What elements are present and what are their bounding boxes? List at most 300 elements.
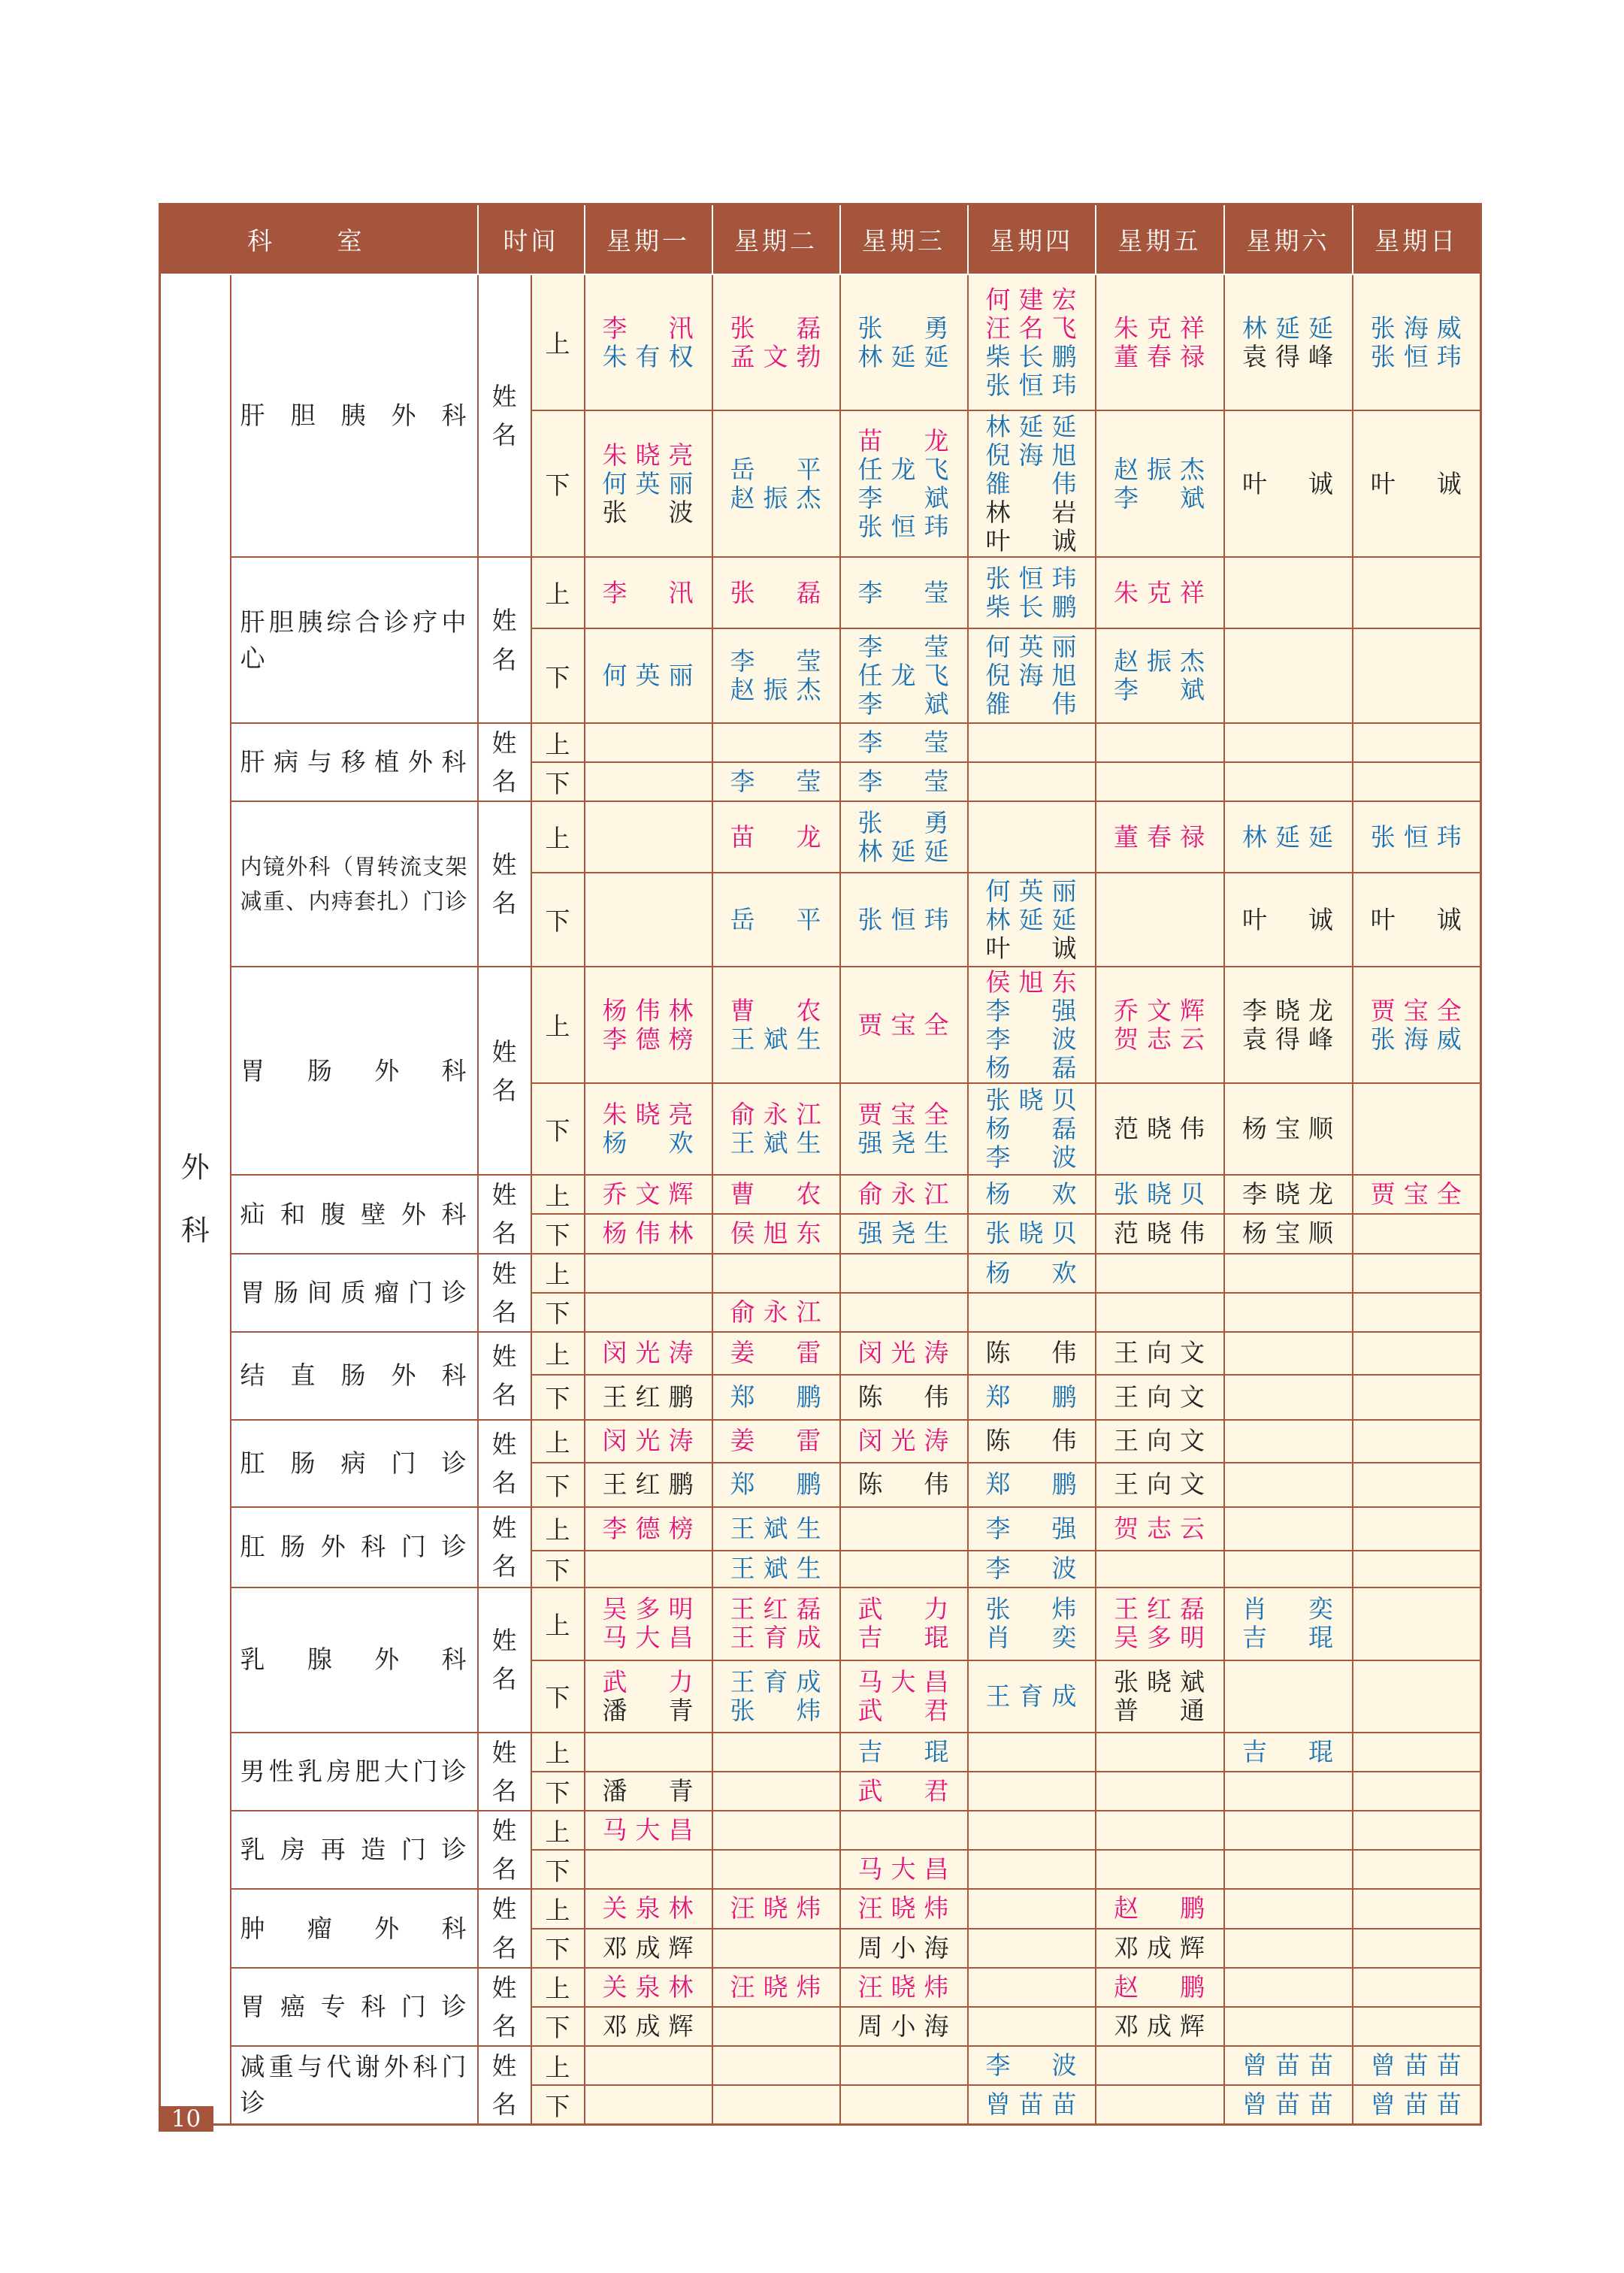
doctor-name: 叶 诚 (1370, 468, 1462, 498)
schedule-cell (840, 410, 968, 557)
department-name (231, 1587, 478, 1733)
header-day: 星期五 (1096, 204, 1224, 275)
doctor-name: 王育成 (985, 1681, 1078, 1711)
doctor-name: 关泉林 (602, 1972, 694, 2002)
name-label-text: 姓名 (491, 1513, 517, 1581)
doctor-name: 周小海 (857, 1933, 950, 1963)
schedule-cell (1224, 1463, 1353, 1507)
schedule-cell (1353, 1332, 1481, 1375)
schedule-cell (1224, 801, 1353, 873)
doctor-name: 潘 青 (602, 1695, 694, 1725)
doctor-name: 邓成辉 (602, 2011, 694, 2041)
schedule-cell (585, 2085, 712, 2125)
table-row (160, 1889, 1481, 1928)
doctor-name: 李 强 (985, 995, 1078, 1025)
schedule-cell (1096, 967, 1224, 1083)
schedule-cell (968, 628, 1096, 723)
table-row (160, 1420, 1481, 1463)
doctor-name: 贾宝全 (1370, 1179, 1462, 1209)
schedule-cell (585, 2007, 712, 2046)
doctor-name: 倪海旭 (985, 661, 1078, 690)
doctor-name: 贺志云 (1114, 1513, 1205, 1543)
schedule-cell (968, 1175, 1096, 1214)
department-name-text: 疝和腹壁外科 (240, 1199, 468, 1229)
doctor-name: 乔文辉 (1114, 995, 1205, 1025)
table-row (160, 557, 1481, 628)
schedule-cell (968, 1850, 1096, 1889)
schedule-cell (712, 1375, 840, 1420)
doctor-name: 汪晓炜 (857, 1893, 950, 1923)
schedule-cell (1096, 1332, 1224, 1375)
name-label (478, 1733, 531, 1811)
doctor-name: 朱晓亮 (602, 1100, 694, 1130)
schedule-cell (1096, 1772, 1224, 1811)
doctor-name: 俞永江 (730, 1100, 822, 1130)
schedule-cell (712, 1083, 840, 1175)
doctor-name: 汪晓炜 (730, 1893, 822, 1923)
schedule-cell (585, 274, 712, 410)
schedule-cell (585, 1175, 712, 1214)
schedule-cell (1224, 1507, 1353, 1551)
schedule-cell (585, 1850, 712, 1889)
doctor-name: 闵光涛 (602, 1338, 694, 1368)
schedule-cell (1224, 1811, 1353, 1850)
department-name (231, 1889, 478, 1967)
doctor-name: 王育成 (730, 1666, 822, 1696)
name-label (478, 1889, 531, 1967)
schedule-cell (840, 1375, 968, 1420)
schedule-cell (1224, 1968, 1353, 2007)
doctor-name: 马大昌 (602, 1815, 694, 1845)
table-row (160, 723, 1481, 762)
doctor-name: 朱克祥 (1114, 577, 1205, 607)
schedule-cell (968, 1083, 1096, 1175)
department-name-text: 男性乳房肥大门诊 (240, 1757, 468, 1787)
doctor-name: 张晓贝 (985, 1085, 1078, 1115)
doctor-name: 贾宝全 (857, 1100, 950, 1130)
doctor-name: 郑 鹏 (730, 1469, 822, 1500)
doctor-name: 林延延 (985, 411, 1078, 441)
schedule-cell (968, 1587, 1096, 1660)
schedule-cell (1353, 410, 1481, 557)
schedule-cell (968, 274, 1096, 410)
schedule-cell (1353, 2007, 1481, 2046)
doctor-name: 李 莹 (730, 767, 822, 797)
schedule-cell (585, 1463, 712, 1507)
doctor-name: 张晓斌 (1114, 1666, 1205, 1696)
period-afternoon: 下 (531, 1083, 585, 1175)
doctor-name: 何英丽 (602, 661, 694, 690)
doctor-name: 曾苗苗 (1242, 2051, 1334, 2081)
schedule-cell (1096, 1175, 1224, 1214)
schedule-cell (840, 1175, 968, 1214)
schedule-cell (1353, 1889, 1481, 1928)
doctor-name: 姜 雷 (730, 1426, 822, 1456)
schedule-cell (585, 762, 712, 801)
schedule-cell (1224, 557, 1353, 628)
schedule-cell (585, 1811, 712, 1850)
doctor-name: 陈 伟 (985, 1338, 1078, 1368)
period-morning: 上 (531, 801, 585, 873)
schedule-cell (1224, 1772, 1353, 1811)
department-name (231, 1332, 478, 1420)
header-day: 星期四 (968, 204, 1096, 275)
schedule-cell (1353, 1660, 1481, 1733)
doctor-name: 李 莹 (857, 577, 950, 607)
doctor-name: 李 波 (985, 1024, 1078, 1054)
department-name-text: 肛肠病门诊 (240, 1448, 468, 1478)
doctor-name: 张恒玮 (985, 563, 1078, 593)
schedule-cell (712, 1587, 840, 1660)
schedule-cell (1224, 1587, 1353, 1660)
doctor-name: 关泉林 (602, 1893, 694, 1923)
schedule-cell (840, 1507, 968, 1551)
department-name-text: 减重与代谢外科门诊 (240, 2052, 468, 2118)
doctor-name: 李 汛 (602, 577, 694, 607)
doctor-name: 赵振杰 (730, 483, 822, 513)
schedule-cell (1096, 1420, 1224, 1463)
schedule-cell (585, 723, 712, 762)
doctor-name: 贺志云 (1114, 1024, 1205, 1054)
schedule-cell (585, 967, 712, 1083)
header-time: 时间 (478, 204, 585, 275)
doctor-name: 陈 伟 (857, 1382, 950, 1412)
schedule-cell (585, 1889, 712, 1928)
period-morning: 上 (531, 1811, 585, 1850)
name-label-text: 姓名 (491, 1626, 517, 1694)
name-label-text: 姓名 (491, 1972, 517, 2041)
doctor-name: 李 波 (985, 1143, 1078, 1173)
schedule-cell (1353, 1175, 1481, 1214)
department-name (231, 2046, 478, 2125)
period-morning: 上 (531, 2046, 585, 2085)
schedule-cell (1224, 1850, 1353, 1889)
schedule-cell (1224, 410, 1353, 557)
doctor-name: 闵光涛 (602, 1426, 694, 1456)
name-label (478, 557, 531, 723)
schedule-cell (712, 1968, 840, 2007)
table-row (160, 274, 1481, 410)
name-label-text: 姓名 (491, 606, 517, 674)
period-morning: 上 (531, 1587, 585, 1660)
table-row (160, 1507, 1481, 1551)
schedule-cell (1353, 1929, 1481, 1968)
table-row (160, 1254, 1481, 1293)
doctor-name: 林延延 (857, 836, 950, 866)
schedule-cell (1096, 1968, 1224, 2007)
schedule-cell (712, 1551, 840, 1587)
name-label (478, 967, 531, 1175)
doctor-name: 任龙飞 (857, 661, 950, 690)
schedule-cell (840, 2007, 968, 2046)
schedule-cell (585, 1772, 712, 1811)
schedule-cell (1096, 410, 1224, 557)
schedule-cell (840, 762, 968, 801)
schedule-cell (712, 967, 840, 1083)
doctor-name: 雒 伟 (985, 468, 1078, 498)
schedule-cell (968, 1507, 1096, 1551)
schedule-cell (712, 410, 840, 557)
schedule-cell (585, 1733, 712, 1772)
schedule-cell (1353, 1293, 1481, 1332)
doctor-name: 赵振杰 (730, 675, 822, 704)
doctor-name: 郑 鹏 (985, 1382, 1078, 1412)
doctor-name: 王斌生 (730, 1024, 822, 1054)
schedule-body (160, 274, 1481, 2125)
schedule-cell (968, 1811, 1096, 1850)
schedule-cell (712, 557, 840, 628)
doctor-name: 张 波 (602, 497, 694, 527)
schedule-cell (585, 628, 712, 723)
doctor-name: 张 炜 (985, 1594, 1078, 1624)
schedule-cell (1096, 1850, 1224, 1889)
name-label-text: 姓名 (491, 2051, 517, 2120)
doctor-name: 杨 欢 (985, 1258, 1078, 1288)
schedule-cell (1224, 873, 1353, 967)
schedule-cell (585, 1083, 712, 1175)
schedule-cell (585, 1420, 712, 1463)
doctor-name: 李 斌 (1114, 483, 1205, 513)
schedule-cell (968, 1254, 1096, 1293)
schedule-cell (712, 1889, 840, 1928)
doctor-name: 武 君 (857, 1695, 950, 1725)
schedule-cell (1353, 557, 1481, 628)
doctor-name: 闵光涛 (857, 1338, 950, 1368)
department-name (231, 274, 478, 557)
header-day: 星期一 (585, 204, 712, 275)
schedule-cell (1353, 762, 1481, 801)
doctor-name: 邓成辉 (602, 1933, 694, 1963)
department-name (231, 1507, 478, 1587)
schedule-cell (968, 873, 1096, 967)
doctor-name: 俞永江 (857, 1179, 950, 1209)
schedule-cell (968, 2085, 1096, 2125)
doctor-name: 王向文 (1114, 1469, 1205, 1500)
period-afternoon: 下 (531, 1660, 585, 1733)
schedule-cell (585, 1254, 712, 1293)
period-afternoon: 下 (531, 1551, 585, 1587)
header-day: 星期六 (1224, 204, 1353, 275)
doctor-name: 赵振杰 (1114, 646, 1205, 676)
period-morning: 上 (531, 1968, 585, 2007)
schedule-cell (840, 967, 968, 1083)
schedule-cell (585, 2046, 712, 2085)
schedule-cell (840, 1083, 968, 1175)
schedule-cell (1224, 628, 1353, 723)
doctor-name: 李 汛 (602, 313, 694, 343)
schedule-cell (1224, 1214, 1353, 1253)
doctor-name: 杨 欢 (985, 1179, 1078, 1209)
schedule-cell (840, 1587, 968, 1660)
schedule-cell (840, 1332, 968, 1375)
doctor-name: 汪晓炜 (730, 1972, 822, 2002)
doctor-name: 闵光涛 (857, 1426, 950, 1456)
schedule-cell (968, 967, 1096, 1083)
schedule-cell (712, 1175, 840, 1214)
schedule-cell (968, 1772, 1096, 1811)
schedule-cell (1096, 628, 1224, 723)
schedule-cell (585, 873, 712, 967)
schedule-cell (1224, 1375, 1353, 1420)
doctor-name: 强尧生 (857, 1218, 950, 1248)
schedule-cell (1096, 1214, 1224, 1253)
schedule-cell (712, 1811, 840, 1850)
period-afternoon: 下 (531, 1463, 585, 1507)
table-row (160, 1332, 1481, 1375)
schedule-cell (1353, 1850, 1481, 1889)
schedule-cell (840, 1968, 968, 2007)
schedule-cell (968, 1551, 1096, 1587)
doctor-name: 武 君 (857, 1776, 950, 1806)
doctor-name: 王斌生 (730, 1554, 822, 1584)
doctor-name: 李德榜 (602, 1024, 694, 1054)
doctor-name: 张 磊 (730, 577, 822, 607)
department-name-text: 肝胆胰综合诊疗中心 (240, 607, 468, 673)
schedule-cell (1353, 274, 1481, 410)
schedule-cell (1353, 967, 1481, 1083)
department-name-text: 肿瘤外科 (240, 1913, 468, 1943)
schedule-cell (585, 1968, 712, 2007)
division-text: 外科 (180, 1151, 210, 1247)
schedule-cell (1353, 1811, 1481, 1850)
schedule-cell (712, 723, 840, 762)
schedule-cell (840, 1660, 968, 1733)
schedule-cell (840, 2046, 968, 2085)
doctor-name: 俞永江 (730, 1297, 822, 1327)
doctor-name: 侯旭东 (985, 967, 1078, 997)
schedule-cell (1096, 274, 1224, 410)
schedule-cell (968, 723, 1096, 762)
name-label-text: 姓名 (491, 1342, 517, 1410)
doctor-name: 何英丽 (985, 632, 1078, 661)
schedule-cell (968, 2046, 1096, 2085)
name-label-text: 姓名 (491, 728, 517, 797)
table-row (160, 1968, 1481, 2007)
doctor-name: 王向文 (1114, 1426, 1205, 1456)
schedule-cell (1224, 1332, 1353, 1375)
doctor-name: 苗 龙 (857, 425, 950, 456)
doctor-name: 朱晓亮 (602, 440, 694, 470)
doctor-name: 曾苗苗 (985, 2090, 1078, 2120)
doctor-name: 李晓龙 (1242, 1179, 1334, 1209)
doctor-name: 赵 鹏 (1114, 1893, 1205, 1923)
schedule-cell (1096, 1733, 1224, 1772)
schedule-cell (968, 762, 1096, 801)
schedule-cell (968, 557, 1096, 628)
schedule-cell (1224, 723, 1353, 762)
schedule-cell (712, 1332, 840, 1375)
doctor-name: 叶 诚 (985, 933, 1078, 963)
doctor-name: 肖 奕 (985, 1623, 1078, 1653)
doctor-name: 李 莹 (857, 728, 950, 758)
schedule-cell (712, 1214, 840, 1253)
department-name (231, 1811, 478, 1889)
schedule-cell (1096, 2046, 1224, 2085)
doctor-name: 吉 琨 (1242, 1623, 1334, 1653)
schedule-cell (840, 1733, 968, 1772)
schedule-cell (1224, 2046, 1353, 2085)
schedule-cell (840, 274, 968, 410)
schedule-cell (1096, 2007, 1224, 2046)
name-label-text: 姓名 (491, 1737, 517, 1805)
department-name (231, 801, 478, 967)
name-label (478, 1968, 531, 2046)
table-row (160, 1587, 1481, 1660)
schedule-cell (585, 1332, 712, 1375)
doctor-name: 叶 诚 (1242, 904, 1334, 934)
schedule-cell (1353, 723, 1481, 762)
doctor-name: 李 莹 (857, 632, 950, 661)
schedule-cell (968, 2007, 1096, 2046)
name-label (478, 274, 531, 557)
name-label (478, 1507, 531, 1587)
schedule-cell (840, 1889, 968, 1928)
schedule-cell (840, 1420, 968, 1463)
schedule-cell (1353, 1733, 1481, 1772)
doctor-name: 李 强 (985, 1513, 1078, 1543)
schedule-cell (840, 1463, 968, 1507)
table-row (160, 1175, 1481, 1214)
period-morning: 上 (531, 1175, 585, 1214)
schedule-cell (585, 1375, 712, 1420)
schedule-cell (968, 1375, 1096, 1420)
schedule-cell (1224, 1420, 1353, 1463)
schedule-cell (968, 1214, 1096, 1253)
schedule-cell (1353, 2085, 1481, 2125)
doctor-name: 袁得峰 (1242, 341, 1334, 371)
doctor-name: 雒 伟 (985, 689, 1078, 719)
schedule-cell (840, 801, 968, 873)
doctor-name: 张恒玮 (1370, 822, 1462, 852)
doctor-name: 赵 鹏 (1114, 1972, 1205, 2002)
doctor-name: 侯旭东 (730, 1218, 822, 1248)
doctor-name: 杨宝顺 (1242, 1114, 1334, 1144)
doctor-name: 杨 欢 (602, 1128, 694, 1158)
schedule-cell (1096, 1811, 1224, 1850)
period-afternoon: 下 (531, 1293, 585, 1332)
department-name (231, 1733, 478, 1811)
department-name (231, 1254, 478, 1332)
schedule-cell (585, 1507, 712, 1551)
schedule-cell (712, 1463, 840, 1507)
period-morning: 上 (531, 557, 585, 628)
name-label (478, 1420, 531, 1507)
doctor-name: 范晓伟 (1114, 1114, 1205, 1144)
department-name (231, 557, 478, 723)
outpatient-schedule-table (159, 203, 1482, 2126)
doctor-name: 董春禄 (1114, 341, 1205, 371)
schedule-cell (840, 873, 968, 967)
schedule-cell (968, 1968, 1096, 2007)
doctor-name: 强尧生 (857, 1128, 950, 1158)
period-morning: 上 (531, 1332, 585, 1375)
doctor-name: 陈 伟 (857, 1469, 950, 1500)
doctor-name: 王育成 (730, 1623, 822, 1653)
schedule-cell (712, 1733, 840, 1772)
period-afternoon: 下 (531, 1929, 585, 1968)
schedule-cell (1353, 1587, 1481, 1660)
schedule-cell (712, 762, 840, 801)
schedule-cell (1096, 1551, 1224, 1587)
department-name-text: 肝胆胰外科 (240, 401, 468, 431)
schedule-cell (1353, 1968, 1481, 2007)
department-name-text: 结直肠外科 (240, 1360, 468, 1391)
name-label (478, 1811, 531, 1889)
doctor-name: 武 力 (602, 1666, 694, 1696)
doctor-name: 何英丽 (985, 876, 1078, 906)
schedule-cell (840, 1214, 968, 1253)
schedule-cell (1353, 2046, 1481, 2085)
